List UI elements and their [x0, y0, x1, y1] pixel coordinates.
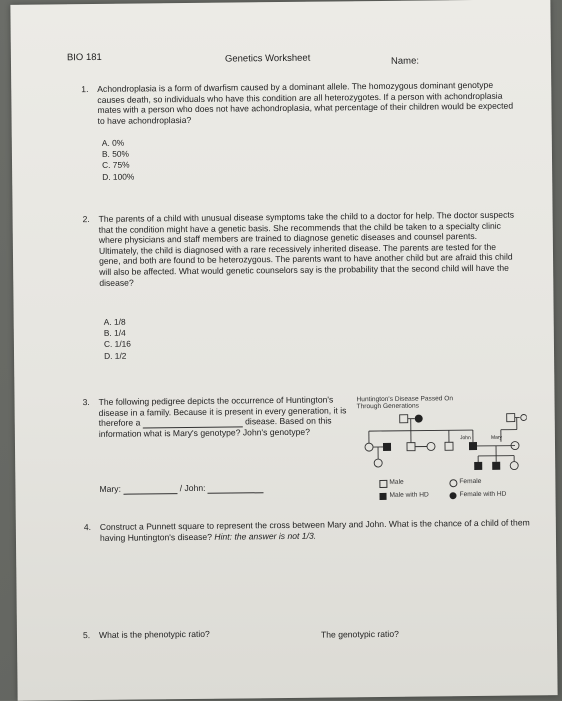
legend-female-hd: Female with HD [459, 491, 506, 499]
q1-option-a[interactable]: A. 0% [102, 138, 134, 150]
male-hd-legend-icon [380, 493, 387, 500]
pedigree-title-line2: Through Generations [357, 402, 497, 411]
q1-option-d[interactable]: D. 100% [102, 171, 134, 183]
pedigree-john-label: John [460, 435, 471, 441]
gen1-female-hd [415, 415, 423, 423]
female-legend-icon [449, 479, 457, 487]
pedigree-chart [351, 409, 528, 477]
q3-number: 3. [82, 397, 89, 408]
q1-option-b[interactable]: B. 50% [102, 149, 134, 161]
pedigree-title [356, 395, 496, 411]
name-label: Name: [391, 56, 419, 67]
q1-text: Achondroplasia is a form of dwarfism caused by a dominant allele. The homozygous dominant genotype causes death, so individuals who have this condition are all heterozygotes. If a person with achondroplasia mates with a person who does not have achondroplasia, what percentage of their children would be expected to have achondroplasia? [97, 80, 521, 127]
pedigree-title-line1: Huntington's Disease Passed On [356, 395, 496, 404]
q3-text-part2: disease. Based on this information what is Mary's genotype? John's genotype? [99, 416, 332, 439]
q3-answers [99, 482, 264, 494]
q2-options [104, 317, 131, 362]
q4-hint: Hint: the answer is not 1/3. [214, 530, 316, 541]
q1-number: 1. [81, 84, 88, 95]
q4-text [100, 517, 530, 543]
q1-options [102, 138, 135, 183]
q5-number: 5. [83, 630, 90, 641]
mary-answer-blank[interactable] [123, 484, 177, 495]
legend-male: Male [389, 479, 403, 487]
q2-text: The parents of a child with unusual disease symptoms take the child to a doctor for help. The doctor suspects that the condition might have a genetic basis. She recommends that the child be taken to a specialty clinic where physicians and staff members are trained to diagnose genetic diseases and counsel parents. Ultimately, the child is diagnosed with a rare recessively inherited disease. The parents are tested for the gene, and both are found to be heterozygous. The parents want to have another child but are afraid this child will also be affected. What would genetic counselors say is the probability that the second child will have the disease? [99, 210, 520, 289]
pedigree-legend [379, 477, 529, 502]
q3-text [98, 394, 354, 439]
legend-male-hd: Male with HD [389, 491, 428, 499]
q1-option-c[interactable]: C. 75% [102, 160, 134, 172]
female-hd-legend-icon [449, 492, 456, 499]
course-code: BIO 181 [67, 52, 102, 63]
john-answer-blank[interactable] [208, 483, 264, 494]
q4-number: 4. [84, 522, 91, 533]
q5-phenotypic: What is the phenotypic ratio? [99, 629, 210, 641]
male-legend-icon [379, 480, 387, 488]
q2-option-a[interactable]: A. 1/8 [104, 317, 131, 328]
q5-genotypic: The genotypic ratio? [321, 629, 399, 640]
q2-option-c[interactable]: C. 1/16 [104, 339, 131, 350]
q4-question: Construct a Punnett square to represent the cross between Mary and John. What is the chance of a child of them having Huntington's disease? [100, 517, 530, 542]
worksheet-page [10, 0, 557, 701]
q3-text-part1: The following pedigree depicts the occurrence of Huntington's disease in a family. Because it is present in every generation, it is therefore a [98, 394, 346, 428]
john-symbol [469, 442, 477, 450]
worksheet-title: Genetics Worksheet [225, 53, 310, 65]
q2-option-d[interactable]: D. 1/2 [104, 350, 131, 361]
gen1-male [400, 415, 408, 423]
legend-female: Female [459, 478, 481, 486]
q2-number: 2. [83, 214, 90, 225]
mary-answer-label: Mary: [99, 484, 121, 494]
pedigree-mary-label: Mary [491, 435, 503, 441]
q2-option-b[interactable]: B. 1/4 [104, 328, 131, 339]
john-answer-label: / John: [180, 483, 206, 493]
